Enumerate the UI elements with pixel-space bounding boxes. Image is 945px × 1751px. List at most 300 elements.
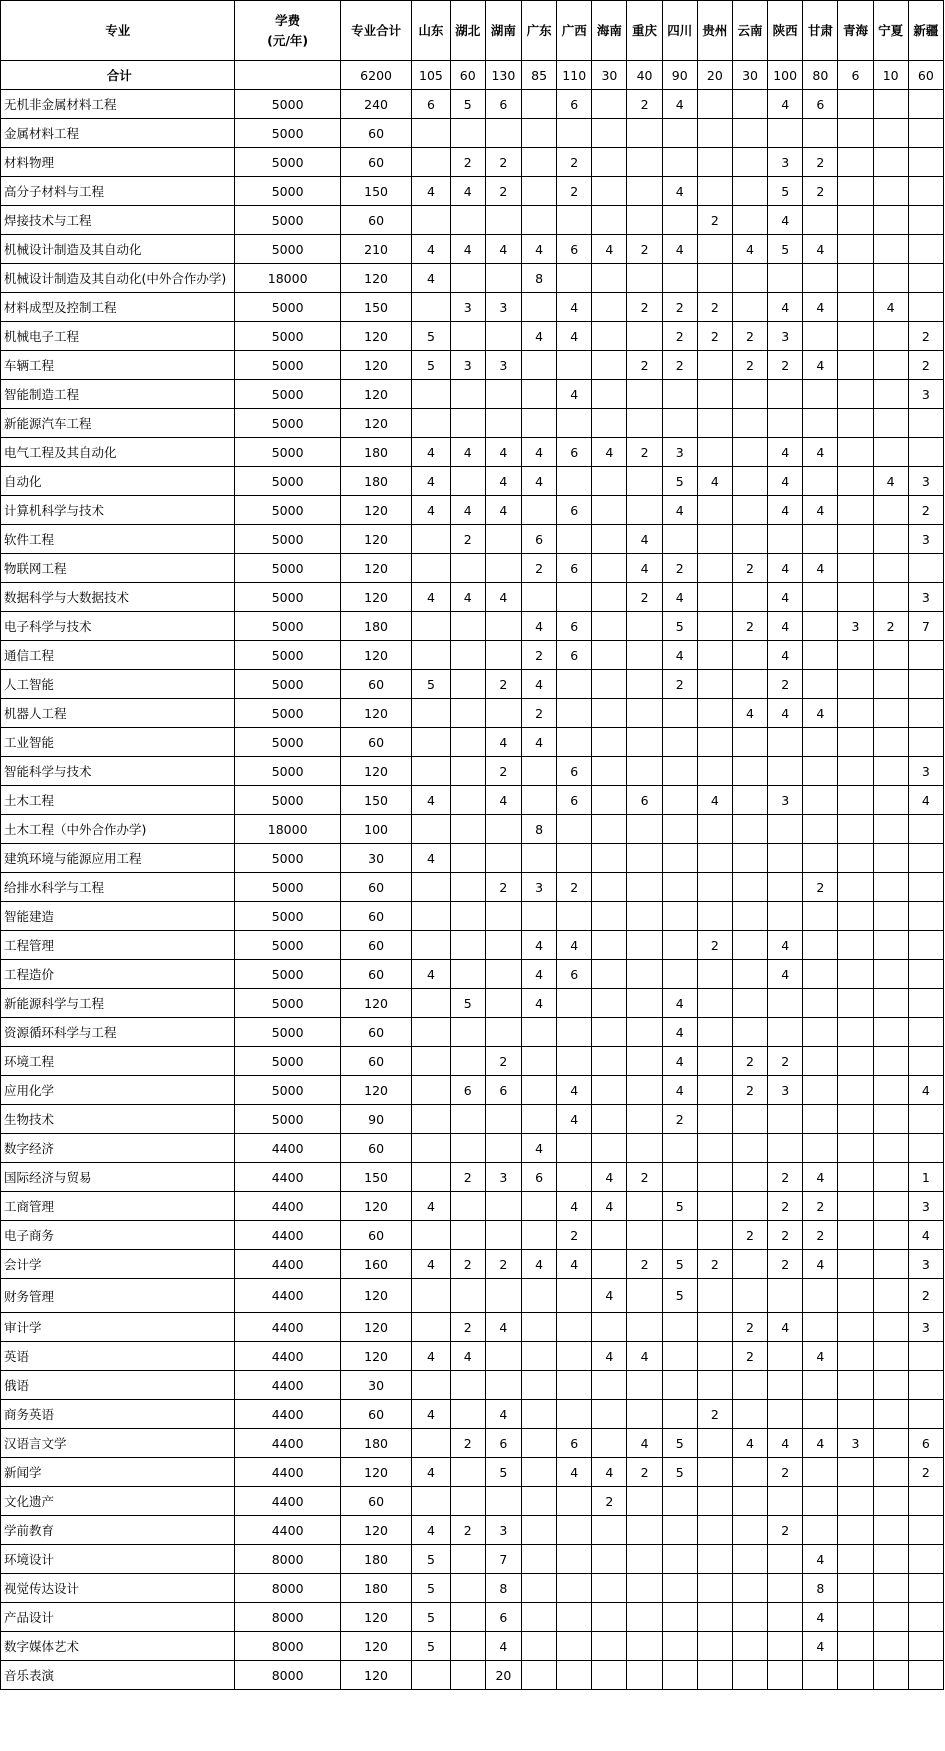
province-quota: 4 bbox=[412, 960, 450, 989]
tuition-fee: 5000 bbox=[235, 728, 340, 757]
province-quota bbox=[697, 583, 732, 612]
province-quota bbox=[908, 206, 943, 235]
province-quota bbox=[557, 1574, 592, 1603]
province-quota: 2 bbox=[803, 873, 838, 902]
province-quota bbox=[627, 1487, 662, 1516]
province-quota bbox=[803, 1105, 838, 1134]
province-quota bbox=[522, 757, 557, 786]
province-quota bbox=[838, 177, 873, 206]
province-quota bbox=[412, 612, 450, 641]
province-quota bbox=[732, 931, 767, 960]
province-quota bbox=[522, 1400, 557, 1429]
table-row bbox=[1, 351, 944, 380]
province-quota bbox=[485, 1105, 521, 1134]
province-quota bbox=[768, 264, 803, 293]
table-row bbox=[1, 1342, 944, 1371]
province-quota bbox=[873, 264, 908, 293]
total-province-value: 20 bbox=[697, 61, 732, 90]
province-quota: 4 bbox=[522, 322, 557, 351]
province-quota bbox=[768, 1279, 803, 1313]
province-quota: 4 bbox=[908, 1076, 943, 1105]
major-total: 160 bbox=[340, 1250, 411, 1279]
province-quota: 2 bbox=[557, 873, 592, 902]
province-quota: 2 bbox=[450, 148, 485, 177]
province-quota bbox=[557, 1313, 592, 1342]
province-quota: 4 bbox=[557, 293, 592, 322]
table-body bbox=[1, 61, 944, 1690]
major-name: 计算机科学与技术 bbox=[1, 496, 235, 525]
province-quota bbox=[768, 119, 803, 148]
header-province: 广西 bbox=[557, 1, 592, 61]
tuition-fee: 5000 bbox=[235, 206, 340, 235]
province-quota bbox=[662, 409, 697, 438]
table-row bbox=[1, 235, 944, 264]
header-province: 重庆 bbox=[627, 1, 662, 61]
province-quota bbox=[662, 1342, 697, 1371]
province-quota bbox=[803, 1018, 838, 1047]
province-quota bbox=[838, 525, 873, 554]
tuition-fee: 5000 bbox=[235, 177, 340, 206]
province-quota bbox=[522, 583, 557, 612]
province-quota: 6 bbox=[522, 525, 557, 554]
tuition-fee: 5000 bbox=[235, 322, 340, 351]
major-name: 商务英语 bbox=[1, 1400, 235, 1429]
province-quota bbox=[732, 1192, 767, 1221]
province-quota bbox=[592, 148, 627, 177]
tuition-fee: 5000 bbox=[235, 931, 340, 960]
province-quota: 3 bbox=[485, 293, 521, 322]
province-quota bbox=[662, 1134, 697, 1163]
province-quota bbox=[592, 1632, 627, 1661]
province-quota bbox=[592, 873, 627, 902]
province-quota bbox=[627, 467, 662, 496]
province-quota: 5 bbox=[450, 989, 485, 1018]
province-quota bbox=[557, 728, 592, 757]
province-quota: 2 bbox=[627, 438, 662, 467]
province-quota bbox=[592, 90, 627, 119]
province-quota: 6 bbox=[557, 235, 592, 264]
major-total: 120 bbox=[340, 1516, 411, 1545]
province-quota bbox=[662, 728, 697, 757]
tuition-fee: 5000 bbox=[235, 525, 340, 554]
province-quota bbox=[557, 1603, 592, 1632]
province-quota bbox=[697, 960, 732, 989]
province-quota: 4 bbox=[592, 1279, 627, 1313]
province-quota: 4 bbox=[412, 467, 450, 496]
table-row bbox=[1, 409, 944, 438]
province-quota bbox=[873, 1429, 908, 1458]
province-quota bbox=[662, 1163, 697, 1192]
major-total: 180 bbox=[340, 467, 411, 496]
major-total: 120 bbox=[340, 322, 411, 351]
province-quota bbox=[627, 1632, 662, 1661]
province-quota bbox=[732, 438, 767, 467]
province-quota bbox=[908, 931, 943, 960]
tuition-fee: 5000 bbox=[235, 641, 340, 670]
province-quota bbox=[627, 989, 662, 1018]
tuition-fee: 5000 bbox=[235, 1047, 340, 1076]
province-quota: 4 bbox=[412, 1458, 450, 1487]
major-total: 210 bbox=[340, 235, 411, 264]
major-total: 120 bbox=[340, 1661, 411, 1690]
province-quota bbox=[485, 699, 521, 728]
province-quota bbox=[697, 525, 732, 554]
province-quota bbox=[522, 1661, 557, 1690]
province-quota bbox=[485, 380, 521, 409]
province-quota bbox=[662, 1221, 697, 1250]
major-name: 材料成型及控制工程 bbox=[1, 293, 235, 322]
province-quota: 6 bbox=[522, 1163, 557, 1192]
province-quota bbox=[522, 1516, 557, 1545]
major-total: 100 bbox=[340, 815, 411, 844]
major-total: 120 bbox=[340, 554, 411, 583]
table-row bbox=[1, 844, 944, 873]
major-total: 60 bbox=[340, 670, 411, 699]
major-total: 180 bbox=[340, 438, 411, 467]
province-quota: 4 bbox=[697, 467, 732, 496]
major-name: 机械设计制造及其自动化 bbox=[1, 235, 235, 264]
province-quota bbox=[838, 1574, 873, 1603]
province-quota: 4 bbox=[485, 728, 521, 757]
major-name: 建筑环境与能源应用工程 bbox=[1, 844, 235, 873]
province-quota: 6 bbox=[803, 90, 838, 119]
table-row bbox=[1, 206, 944, 235]
province-quota bbox=[592, 1076, 627, 1105]
province-quota: 2 bbox=[485, 1047, 521, 1076]
table-row bbox=[1, 1574, 944, 1603]
province-quota bbox=[662, 1400, 697, 1429]
major-name: 土木工程（中外合作办学) bbox=[1, 815, 235, 844]
province-quota bbox=[838, 989, 873, 1018]
province-quota bbox=[803, 960, 838, 989]
province-quota: 4 bbox=[450, 235, 485, 264]
province-quota bbox=[557, 525, 592, 554]
province-quota bbox=[873, 119, 908, 148]
province-quota bbox=[908, 989, 943, 1018]
table-row bbox=[1, 467, 944, 496]
province-quota bbox=[450, 612, 485, 641]
province-quota bbox=[873, 351, 908, 380]
province-quota: 6 bbox=[412, 90, 450, 119]
province-quota bbox=[450, 1221, 485, 1250]
table-row bbox=[1, 699, 944, 728]
tuition-fee: 5000 bbox=[235, 467, 340, 496]
province-quota bbox=[803, 786, 838, 815]
total-province-value: 10 bbox=[873, 61, 908, 90]
province-quota bbox=[697, 1047, 732, 1076]
table-row bbox=[1, 1018, 944, 1047]
table-row bbox=[1, 525, 944, 554]
province-quota bbox=[592, 119, 627, 148]
province-quota bbox=[697, 380, 732, 409]
province-quota bbox=[803, 1458, 838, 1487]
province-quota bbox=[838, 554, 873, 583]
province-quota: 3 bbox=[838, 1429, 873, 1458]
province-quota bbox=[450, 206, 485, 235]
province-quota bbox=[732, 1487, 767, 1516]
province-quota bbox=[838, 1400, 873, 1429]
province-quota bbox=[873, 409, 908, 438]
major-total: 120 bbox=[340, 583, 411, 612]
major-name: 车辆工程 bbox=[1, 351, 235, 380]
province-quota bbox=[557, 1632, 592, 1661]
province-quota bbox=[697, 235, 732, 264]
province-quota bbox=[768, 757, 803, 786]
province-quota bbox=[838, 1221, 873, 1250]
province-quota bbox=[662, 757, 697, 786]
major-total: 60 bbox=[340, 148, 411, 177]
province-quota bbox=[522, 1545, 557, 1574]
province-quota bbox=[450, 1487, 485, 1516]
province-quota bbox=[838, 844, 873, 873]
province-quota bbox=[627, 1400, 662, 1429]
province-quota: 2 bbox=[450, 525, 485, 554]
province-quota bbox=[627, 1047, 662, 1076]
province-quota bbox=[450, 902, 485, 931]
province-quota bbox=[627, 119, 662, 148]
table-row bbox=[1, 1661, 944, 1690]
province-quota bbox=[450, 409, 485, 438]
province-quota: 3 bbox=[450, 351, 485, 380]
province-quota bbox=[412, 119, 450, 148]
province-quota bbox=[450, 380, 485, 409]
province-quota bbox=[557, 351, 592, 380]
province-quota bbox=[908, 264, 943, 293]
province-quota: 4 bbox=[450, 177, 485, 206]
province-quota bbox=[450, 815, 485, 844]
province-quota bbox=[908, 235, 943, 264]
province-quota bbox=[697, 902, 732, 931]
province-quota bbox=[803, 409, 838, 438]
province-quota bbox=[838, 728, 873, 757]
province-quota bbox=[908, 1134, 943, 1163]
tuition-fee: 4400 bbox=[235, 1163, 340, 1192]
province-quota bbox=[873, 1400, 908, 1429]
province-quota: 4 bbox=[485, 786, 521, 815]
province-quota: 4 bbox=[557, 1192, 592, 1221]
province-quota bbox=[838, 1313, 873, 1342]
province-quota: 4 bbox=[522, 931, 557, 960]
tuition-fee: 4400 bbox=[235, 1516, 340, 1545]
province-quota bbox=[412, 1487, 450, 1516]
province-quota bbox=[557, 844, 592, 873]
province-quota: 2 bbox=[908, 1458, 943, 1487]
province-quota: 6 bbox=[557, 438, 592, 467]
province-quota bbox=[838, 322, 873, 351]
province-quota bbox=[450, 728, 485, 757]
province-quota bbox=[873, 989, 908, 1018]
province-quota bbox=[592, 844, 627, 873]
province-quota bbox=[873, 148, 908, 177]
total-province-value: 90 bbox=[662, 61, 697, 90]
major-name: 智能科学与技术 bbox=[1, 757, 235, 786]
province-quota: 3 bbox=[908, 1192, 943, 1221]
header-province: 海南 bbox=[592, 1, 627, 61]
province-quota bbox=[732, 960, 767, 989]
province-quota bbox=[697, 119, 732, 148]
major-total: 150 bbox=[340, 786, 411, 815]
major-name: 高分子材料与工程 bbox=[1, 177, 235, 206]
province-quota bbox=[732, 525, 767, 554]
province-quota bbox=[627, 1279, 662, 1313]
province-quota bbox=[768, 1134, 803, 1163]
province-quota: 4 bbox=[627, 525, 662, 554]
major-name: 自动化 bbox=[1, 467, 235, 496]
province-quota: 4 bbox=[557, 1105, 592, 1134]
province-quota: 4 bbox=[662, 496, 697, 525]
province-quota: 4 bbox=[768, 90, 803, 119]
table-row bbox=[1, 438, 944, 467]
total-province-value: 85 bbox=[522, 61, 557, 90]
tuition-fee: 5000 bbox=[235, 409, 340, 438]
province-quota bbox=[592, 1313, 627, 1342]
province-quota bbox=[485, 1279, 521, 1313]
province-quota: 2 bbox=[732, 1047, 767, 1076]
province-quota bbox=[592, 1429, 627, 1458]
province-quota bbox=[412, 1018, 450, 1047]
province-quota: 4 bbox=[522, 467, 557, 496]
province-quota bbox=[908, 1661, 943, 1690]
province-quota: 4 bbox=[768, 438, 803, 467]
province-quota: 4 bbox=[803, 1429, 838, 1458]
province-quota: 4 bbox=[412, 235, 450, 264]
table-row bbox=[1, 786, 944, 815]
major-name: 生物技术 bbox=[1, 1105, 235, 1134]
table-row bbox=[1, 757, 944, 786]
header-province: 山东 bbox=[412, 1, 450, 61]
province-quota bbox=[732, 1018, 767, 1047]
province-quota: 4 bbox=[768, 699, 803, 728]
province-quota: 6 bbox=[557, 786, 592, 815]
province-quota bbox=[803, 264, 838, 293]
province-quota: 4 bbox=[522, 1134, 557, 1163]
table-row bbox=[1, 1603, 944, 1632]
province-quota: 2 bbox=[662, 322, 697, 351]
province-quota bbox=[557, 1487, 592, 1516]
province-quota bbox=[592, 525, 627, 554]
province-quota: 4 bbox=[768, 496, 803, 525]
province-quota bbox=[412, 293, 450, 322]
major-total: 120 bbox=[340, 699, 411, 728]
province-quota bbox=[592, 1105, 627, 1134]
province-quota: 4 bbox=[803, 438, 838, 467]
province-quota: 4 bbox=[803, 1250, 838, 1279]
header-fee bbox=[235, 1, 340, 61]
major-total: 60 bbox=[340, 206, 411, 235]
province-quota bbox=[450, 322, 485, 351]
province-quota bbox=[450, 1134, 485, 1163]
major-name: 工程管理 bbox=[1, 931, 235, 960]
province-quota: 4 bbox=[803, 496, 838, 525]
province-quota bbox=[803, 728, 838, 757]
province-quota bbox=[450, 1458, 485, 1487]
major-total: 60 bbox=[340, 1400, 411, 1429]
province-quota bbox=[873, 206, 908, 235]
province-quota bbox=[412, 1163, 450, 1192]
major-total: 120 bbox=[340, 1458, 411, 1487]
province-quota: 2 bbox=[485, 177, 521, 206]
province-quota bbox=[485, 1221, 521, 1250]
table-row bbox=[1, 670, 944, 699]
table-row bbox=[1, 612, 944, 641]
province-quota: 4 bbox=[522, 960, 557, 989]
province-quota: 6 bbox=[557, 641, 592, 670]
major-name: 给排水科学与工程 bbox=[1, 873, 235, 902]
province-quota bbox=[627, 380, 662, 409]
province-quota bbox=[557, 467, 592, 496]
province-quota bbox=[485, 206, 521, 235]
province-quota bbox=[838, 235, 873, 264]
province-quota bbox=[838, 873, 873, 902]
province-quota bbox=[485, 264, 521, 293]
province-quota bbox=[592, 989, 627, 1018]
province-quota bbox=[697, 409, 732, 438]
province-quota bbox=[662, 119, 697, 148]
province-quota: 4 bbox=[627, 554, 662, 583]
province-quota bbox=[522, 1076, 557, 1105]
province-quota bbox=[592, 554, 627, 583]
province-quota bbox=[627, 815, 662, 844]
province-quota: 2 bbox=[450, 1163, 485, 1192]
province-quota bbox=[873, 1076, 908, 1105]
header-province: 贵州 bbox=[697, 1, 732, 61]
province-quota bbox=[768, 380, 803, 409]
table-row bbox=[1, 1458, 944, 1487]
province-quota: 4 bbox=[768, 293, 803, 322]
major-name: 审计学 bbox=[1, 1313, 235, 1342]
header-province: 宁夏 bbox=[873, 1, 908, 61]
province-quota bbox=[873, 1221, 908, 1250]
table-row bbox=[1, 322, 944, 351]
province-quota: 4 bbox=[803, 1342, 838, 1371]
province-quota bbox=[592, 1221, 627, 1250]
province-quota bbox=[803, 525, 838, 554]
province-quota: 8 bbox=[522, 815, 557, 844]
province-quota: 2 bbox=[697, 206, 732, 235]
major-name: 机器人工程 bbox=[1, 699, 235, 728]
province-quota bbox=[732, 902, 767, 931]
major-name: 软件工程 bbox=[1, 525, 235, 554]
province-quota bbox=[838, 1076, 873, 1105]
province-quota bbox=[873, 641, 908, 670]
province-quota bbox=[732, 90, 767, 119]
province-quota bbox=[838, 1545, 873, 1574]
province-quota bbox=[627, 496, 662, 525]
tuition-fee: 5000 bbox=[235, 612, 340, 641]
province-quota bbox=[592, 699, 627, 728]
province-quota: 7 bbox=[485, 1545, 521, 1574]
total-province-value: 30 bbox=[732, 61, 767, 90]
province-quota: 4 bbox=[768, 1313, 803, 1342]
province-quota bbox=[557, 1342, 592, 1371]
province-quota: 2 bbox=[732, 1076, 767, 1105]
province-quota: 8 bbox=[522, 264, 557, 293]
table-row bbox=[1, 1400, 944, 1429]
province-quota bbox=[803, 815, 838, 844]
table-row bbox=[1, 1250, 944, 1279]
province-quota: 4 bbox=[412, 1342, 450, 1371]
province-quota: 4 bbox=[662, 641, 697, 670]
major-name: 电子科学与技术 bbox=[1, 612, 235, 641]
major-name: 财务管理 bbox=[1, 1279, 235, 1313]
province-quota bbox=[627, 757, 662, 786]
tuition-fee: 8000 bbox=[235, 1574, 340, 1603]
province-quota bbox=[592, 496, 627, 525]
province-quota bbox=[522, 844, 557, 873]
major-total: 120 bbox=[340, 264, 411, 293]
province-quota: 4 bbox=[732, 1429, 767, 1458]
province-quota bbox=[412, 1105, 450, 1134]
